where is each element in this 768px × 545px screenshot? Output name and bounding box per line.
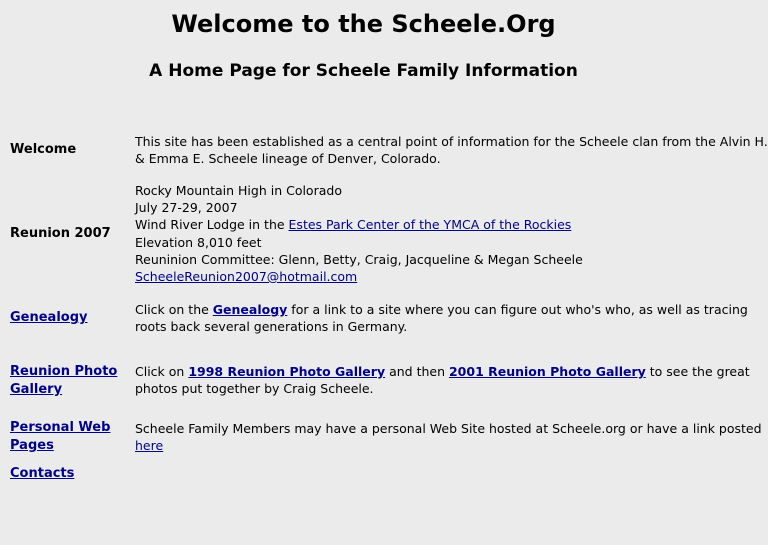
section-label-contacts bbox=[10, 465, 128, 483]
personal-here-link[interactable]: here bbox=[135, 438, 164, 454]
section-label-welcome: Welcome bbox=[10, 142, 77, 157]
personal-label-line: Personal Web bbox=[10, 420, 111, 435]
genealogy-nav-link[interactable]: Genealogy bbox=[10, 310, 88, 325]
genealogy-suffix: for a link to a site where you can figure out who's who, as well as tracing bbox=[287, 302, 748, 317]
personal-link-line bbox=[135, 437, 721, 454]
photos-suffix: to see the great bbox=[645, 364, 750, 379]
gallery-1998-link[interactable]: 1998 Reunion Photo Gallery bbox=[188, 364, 386, 379]
page-subtitle: A Home Page for Scheele Family Information bbox=[149, 61, 578, 81]
section-label-reunion: Reunion 2007 bbox=[10, 226, 111, 241]
photos-text-line bbox=[135, 363, 750, 380]
reunion-text-line: Rocky Mountain High in Colorado bbox=[135, 183, 342, 198]
section-body-welcome bbox=[135, 133, 768, 167]
ymca-link[interactable]: Estes Park Center of the YMCA of the Rockies bbox=[288, 217, 572, 233]
photo-gallery-label-line: Reunion Photo bbox=[10, 364, 118, 379]
personal-label-line: Pages bbox=[10, 438, 54, 453]
section-label-photos bbox=[10, 363, 128, 399]
photo-gallery-nav-link[interactable] bbox=[10, 363, 128, 399]
personal-text-line: Scheele Family Members may have a personal Web Site hosted at Scheele.org or have a link posted bbox=[135, 421, 762, 436]
section-body-personal bbox=[135, 420, 762, 454]
reunion-email-line bbox=[135, 268, 721, 285]
genealogy-inline-link[interactable]: Genealogy bbox=[212, 302, 288, 317]
section-label-genealogy bbox=[10, 309, 128, 327]
welcome-text-line: This site has been established as a central point of information for the Scheele clan from the Alvin H. bbox=[135, 134, 768, 149]
reunion-text-line: July 27-29, 2007 bbox=[135, 200, 238, 216]
reunion-text-line: Elevation 8,010 feet bbox=[135, 234, 262, 250]
section-label-personal bbox=[10, 419, 128, 455]
section-body-photos bbox=[135, 363, 750, 397]
welcome-text-line: & Emma E. Scheele lineage of Denver, Colorado. bbox=[135, 151, 441, 167]
reunion-text-line: Reuninion Committee: Glenn, Betty, Craig, Jacqueline & Megan Scheele bbox=[135, 251, 583, 267]
genealogy-text-line: roots back several generations in Germany. bbox=[135, 319, 408, 335]
reunion-location-prefix: Wind River Lodge in the bbox=[135, 217, 289, 233]
photos-text-line: photos put together by Craig Scheele. bbox=[135, 381, 374, 397]
gallery-2001-link[interactable]: 2001 Reunion Photo Gallery bbox=[448, 364, 646, 379]
photos-middle: and then bbox=[385, 364, 449, 379]
personal-pages-nav-link[interactable] bbox=[10, 419, 128, 455]
reunion-location-line bbox=[135, 216, 721, 233]
page-title: Welcome to the Scheele.Org bbox=[171, 10, 556, 38]
contacts-nav-link[interactable]: Contacts bbox=[10, 466, 75, 481]
photo-gallery-label-line: Gallery bbox=[10, 382, 63, 397]
genealogy-text-line bbox=[135, 301, 748, 318]
reunion-email-link[interactable]: ScheeleReunion2007@hotmail.com bbox=[135, 269, 358, 285]
section-body-reunion bbox=[135, 182, 721, 285]
photos-prefix: Click on bbox=[135, 364, 189, 379]
section-body-genealogy bbox=[135, 301, 748, 335]
genealogy-prefix: Click on the bbox=[135, 302, 213, 317]
